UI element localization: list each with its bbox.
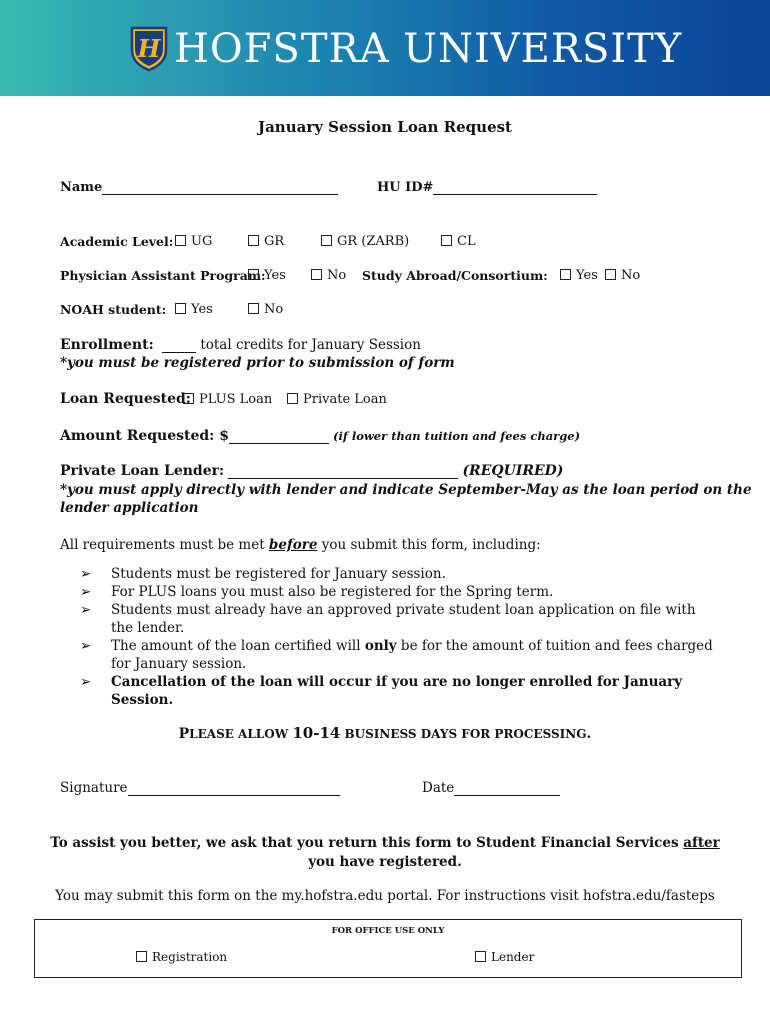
checkbox[interactable] [248,303,259,314]
checkbox[interactable] [175,303,186,314]
list-item: ➢ For PLUS loans you must also be registered for the Spring term. [80,584,554,600]
plus-loan-option[interactable]: PLUS Loan [183,392,272,407]
requirements-intro: All requirements must be met before you submit this form, including: [60,537,541,553]
name-field[interactable] [60,180,338,195]
shield-icon [130,26,168,72]
amount-input-line[interactable] [229,431,329,444]
arrow-bullet-icon: ➢ [80,638,92,654]
university-name: HOFSTRA UNIVERSITY [174,26,683,72]
amount-label: Amount Requested: $ [60,428,229,444]
signature-input-line[interactable] [128,783,340,796]
svg-text:H: H [137,34,161,63]
amount-row [60,428,580,444]
list-item: ➢ Students must already have an approved private student loan application on file with the lender. [80,602,696,636]
private-loan-option[interactable]: Private Loan [287,392,387,407]
checkbox[interactable] [136,951,147,962]
requirements-list [80,565,720,709]
checkbox[interactable] [311,269,322,280]
checkbox[interactable] [248,269,259,280]
option-cl[interactable]: CL [441,234,476,249]
office-lender-option[interactable]: Lender [475,950,534,964]
university-logo [130,26,682,72]
name-label: Name [60,180,103,195]
huid-input-line[interactable] [433,182,597,195]
enrollment-text: total credits for January Session [200,337,421,353]
name-input-line[interactable] [102,182,338,195]
signature-field[interactable] [60,780,340,796]
private-lender-label: Private Loan Lender: [60,463,225,479]
study-abroad-label: Study Abroad/Consortium: [362,268,548,283]
arrow-bullet-icon: ➢ [80,566,92,582]
list-item: ➢ Students must be registered for January session. [80,566,446,582]
enrollment-label: Enrollment: [60,337,154,353]
noah-yes-option[interactable]: Yes [175,302,213,317]
option-ug[interactable]: UG [175,234,212,249]
checkbox[interactable] [175,235,186,246]
noah-no-option[interactable]: No [248,302,283,317]
checkbox[interactable] [560,269,571,280]
date-input-line[interactable] [454,783,560,796]
option-gr-zarb[interactable]: GR (ZARB) [321,234,409,249]
academic-level-label: Academic Level: [60,234,174,249]
checkbox[interactable] [441,235,452,246]
checkbox[interactable] [287,393,298,404]
form-title: January Session Loan Request [257,118,512,136]
office-use-title: FOR OFFICE USE ONLY [331,926,445,936]
date-field[interactable] [422,780,560,796]
required-note: (REQUIRED) [462,463,564,479]
list-item: ➢ The amount of the loan certified will only be for the amount of tuition and fees charged for January session. [80,638,713,672]
office-use-box [34,919,742,978]
arrow-bullet-icon: ➢ [80,584,92,600]
office-registration-option[interactable]: Registration [136,950,227,964]
list-item: ➢ Cancellation of the loan will occur if you are no longer enrolled for January Session. [80,674,683,708]
pa-yes-option[interactable]: Yes [248,268,286,283]
header-banner [0,0,770,96]
checkbox[interactable] [321,235,332,246]
enrollment-row [60,337,421,353]
private-lender-row [60,463,563,479]
checkbox[interactable] [183,393,194,404]
checkbox[interactable] [475,951,486,962]
noah-label: NOAH student: [60,302,167,317]
assist-note: To assist you better, we ask that you return this form to Student Financial Services after you have registered. [50,835,720,870]
signature-label: Signature [60,780,128,796]
credits-input-line[interactable] [162,340,196,353]
amount-note: (if lower than tuition and fees charge) [333,429,581,443]
pa-no-option[interactable]: No [311,268,346,283]
date-label: Date [422,780,455,796]
enrollment-note: *you must be registered prior to submission of form [60,355,455,371]
lender-note-line1: *you must apply directly with lender and indicate September-May as the loan period on the [60,482,752,498]
checkbox[interactable] [605,269,616,280]
study-abroad-no-option[interactable]: No [605,268,640,283]
checkbox[interactable] [248,235,259,246]
lender-input-line[interactable] [228,466,458,479]
arrow-bullet-icon: ➢ [80,602,92,618]
option-gr[interactable]: GR [248,234,284,249]
huid-label: HU ID# [377,180,434,195]
arrow-bullet-icon: ➢ [80,674,92,690]
study-abroad-yes-option[interactable]: Yes [560,268,598,283]
processing-notice: PLEASE ALLOW 10-14 BUSINESS DAYS FOR PROCESSING. [178,724,592,742]
pa-program-label: Physician Assistant Program: [60,268,266,283]
submit-note: You may submit this form on the my.hofstra.edu portal. For instructions visit hofstra.edu/fasteps [55,888,715,904]
huid-field[interactable] [377,180,597,195]
loan-requested-label: Loan Requested: [60,391,191,407]
lender-note-line2: lender application [60,500,199,516]
